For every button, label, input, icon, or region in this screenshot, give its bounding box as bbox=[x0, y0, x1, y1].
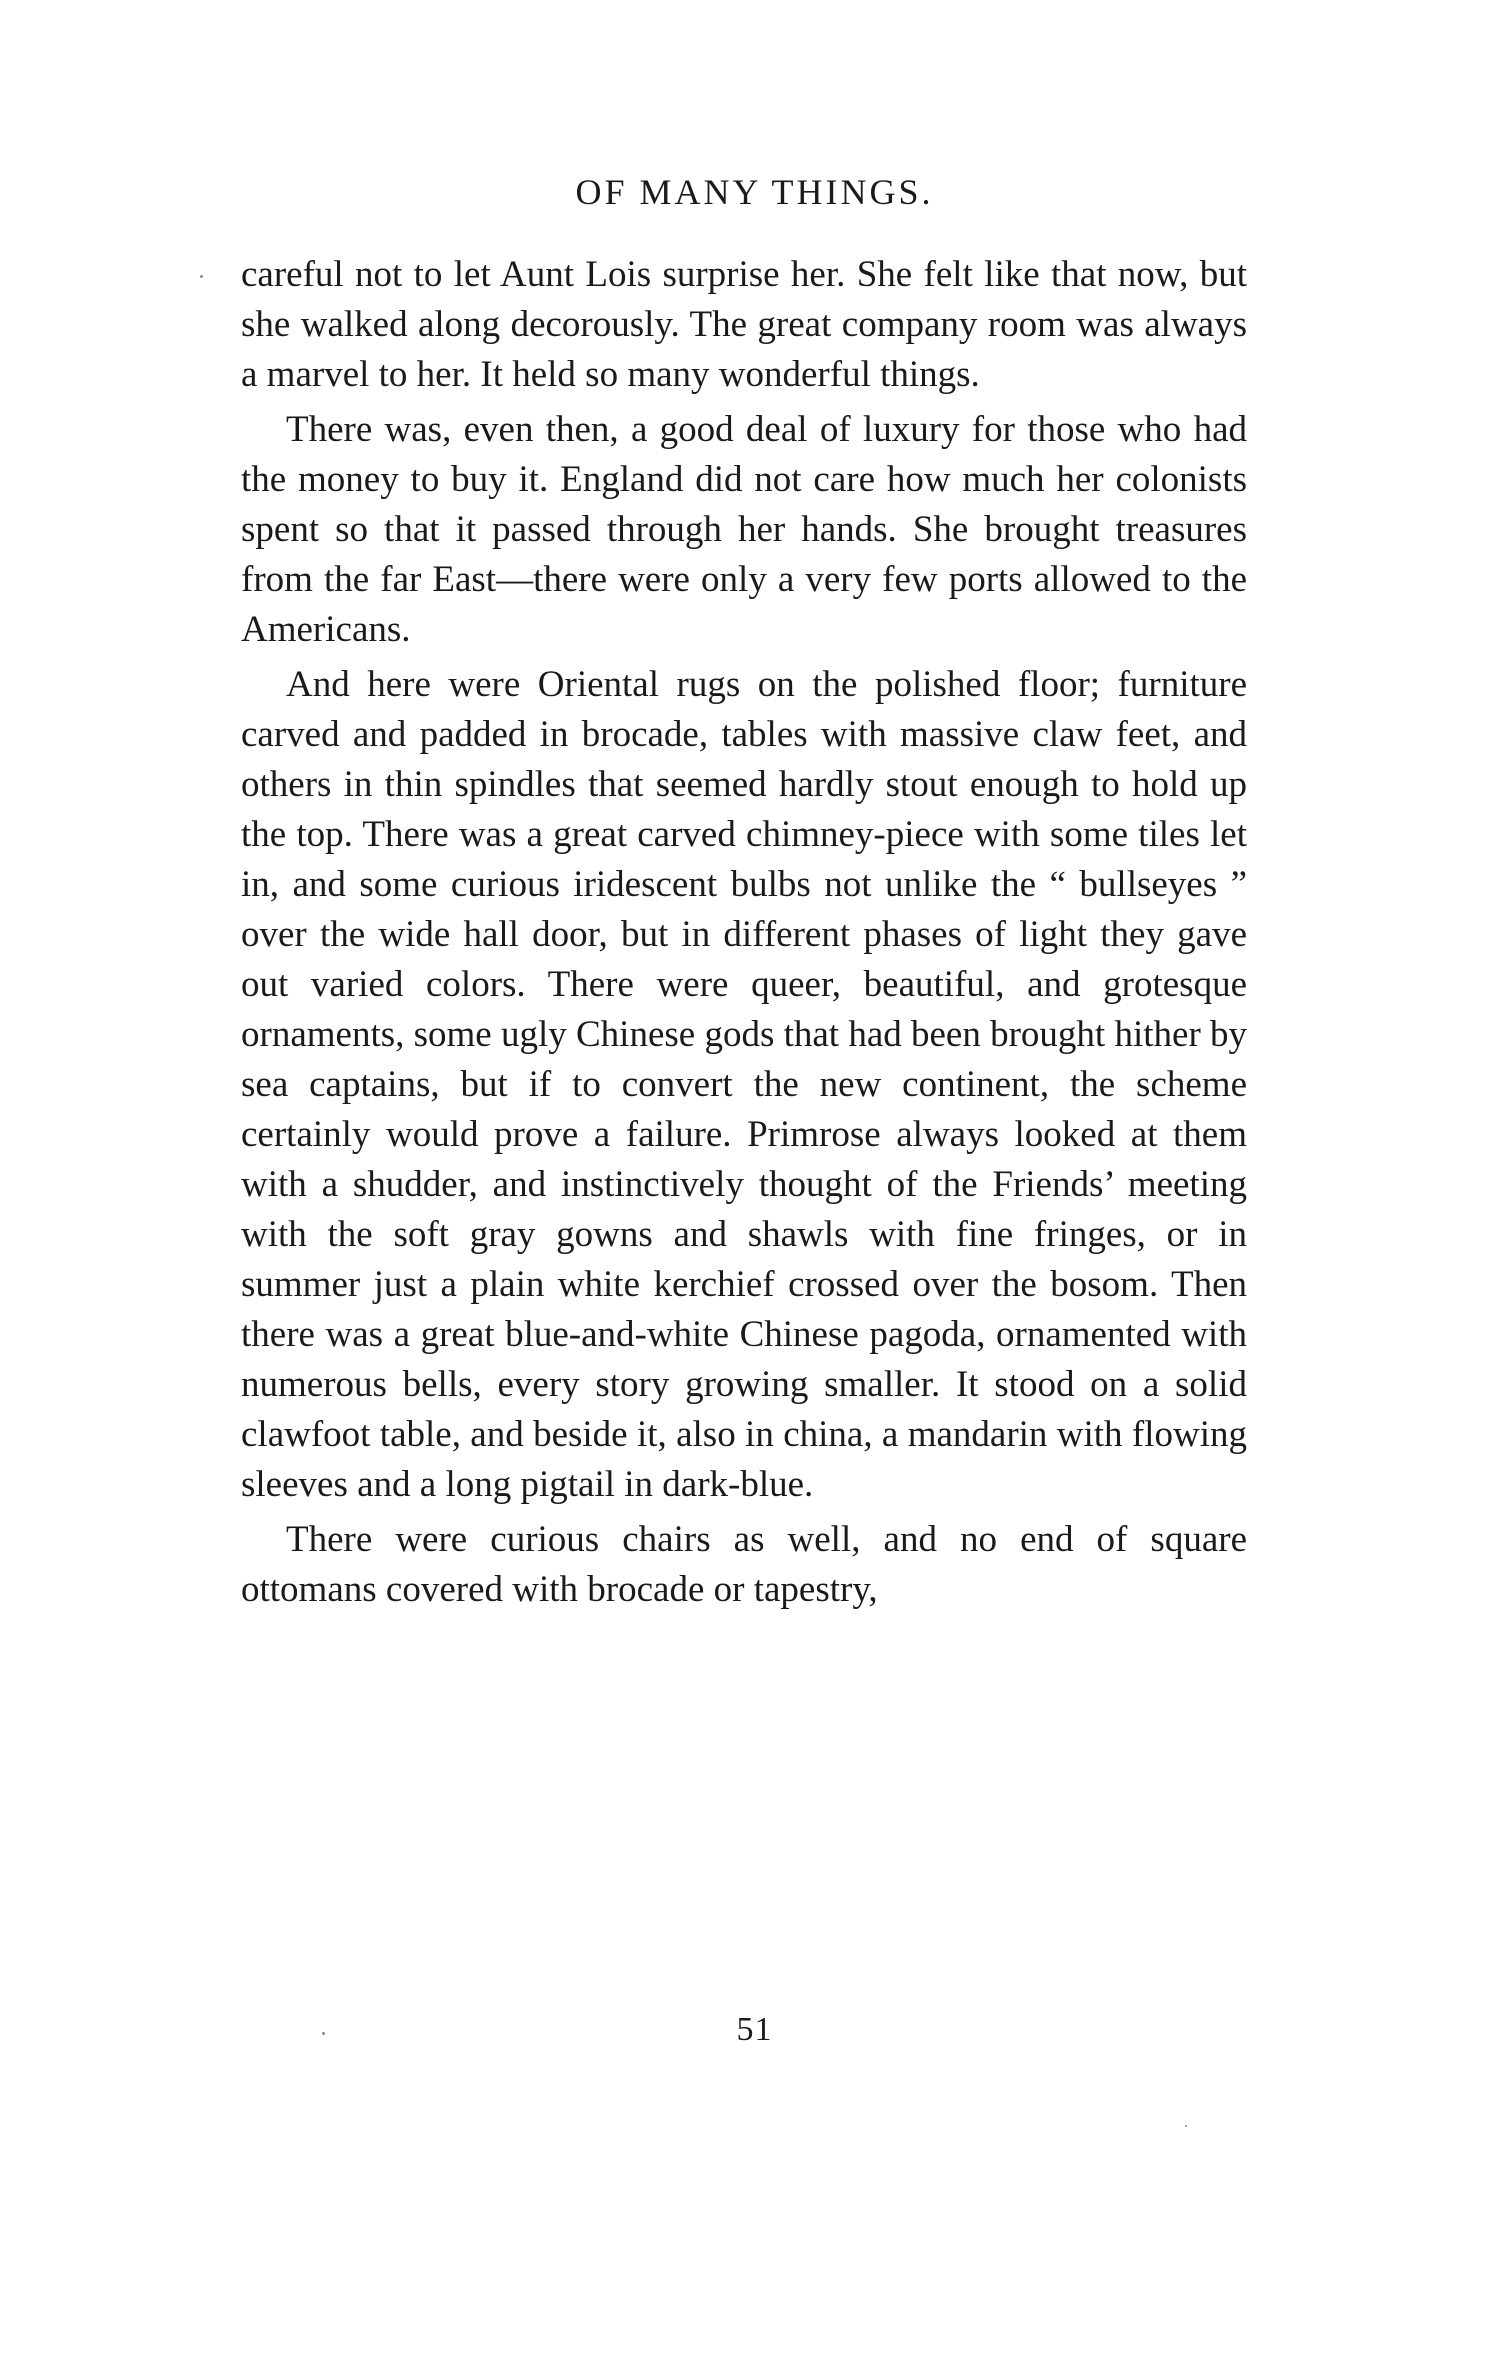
paragraph: There were curious chairs as well, and no end of square ottomans covered with brocade or tapestry, bbox=[241, 1519, 1247, 1610]
scan-speck bbox=[1185, 2125, 1187, 2127]
scan-speck bbox=[200, 275, 203, 278]
paragraph: There was, even then, a good deal of luxury for those who had the money to buy it. England did not care how much her colonists spent so that it passed through her hands. She brought treasures from the far East—there were only a very few ports allowed to the Americans. bbox=[241, 409, 1247, 650]
page-number: 51 bbox=[736, 2011, 773, 2048]
running-head: OF MANY THINGS. bbox=[575, 172, 934, 212]
body-text bbox=[241, 250, 1247, 1620]
paragraph: And here were Oriental rugs on the polished floor; furniture carved and padded in brocade, tables with massive claw feet, and others in thin spindles that seemed hardly stout enough to hold up the top. There was a great carved chimney-piece with some tiles let in, and some curious iridescent bulbs not unlike the “ bullseyes ” over the wide hall door, but in different phases of light they gave out varied colors. There were queer, beautiful, and grotesque ornaments, some ugly Chinese gods that had been brought hither by sea captains, but if to convert the new continent, the scheme certainly would prove a failure. Primrose always looked at them with a shudder, and instinctively thought of the Friends’ meeting with the soft gray gowns and shawls with fine fringes, or in summer just a plain white kerchief crossed over the bosom. Then there was a great blue-and-white Chinese pagoda, ornamented with numerous bells, every story growing smaller. It stood on a solid clawfoot table, and beside it, also in china, a mandarin with flowing sleeves and a long pigtail in dark-blue. bbox=[241, 664, 1248, 1505]
paragraph-continued: careful not to let Aunt Lois surprise her. She felt like that now, but she walked along decorously. The great company room was always a marvel to her. It held so many wonderful things. bbox=[241, 254, 1247, 395]
scan-speck bbox=[322, 2032, 325, 2035]
